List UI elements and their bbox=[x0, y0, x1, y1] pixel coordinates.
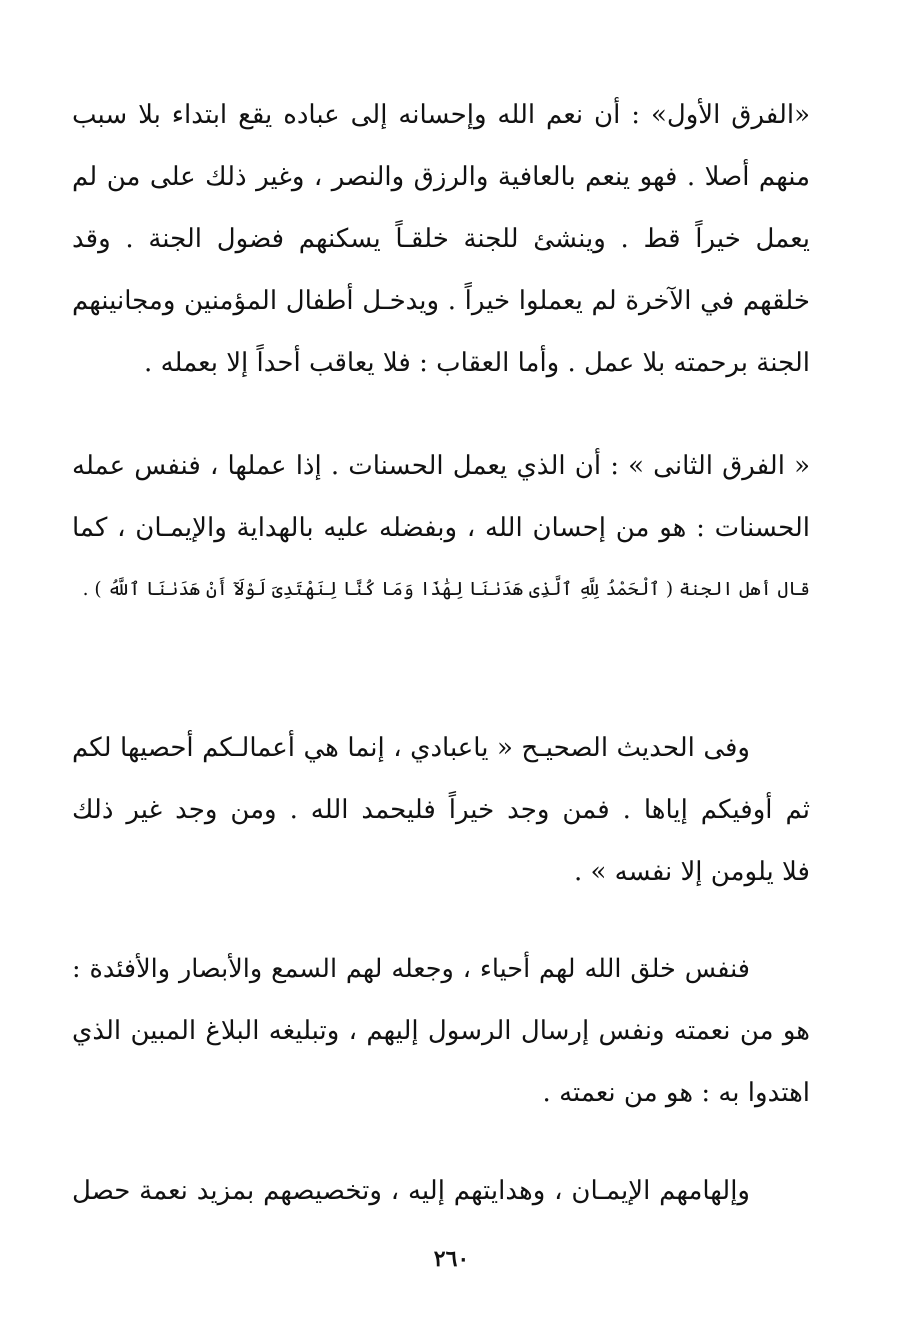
paragraph-first-difference bbox=[72, 84, 810, 394]
text-line: منهم أصلا . فهو ينعم بالعافية والرزق والنصر ، وغير ذلك على من لم bbox=[72, 162, 810, 192]
text-line: يعمل خيراً قط . وينشئ للجنة خلقـاً يسكنهم فضول الجنة . وقد bbox=[72, 224, 810, 254]
text-line: اهتدوا به : هو من نعمته . bbox=[542, 1078, 810, 1108]
page-number: ٢٦٠ bbox=[433, 1246, 470, 1272]
text-line: الجنة برحمته بلا عمل . وأما العقاب : فلا يعاقب أحداً إلا بعمله . bbox=[144, 348, 810, 378]
text-line: فلا يلومن إلا نفسه » . bbox=[573, 857, 810, 887]
paragraph-hadith bbox=[72, 717, 810, 903]
text-line-with-quran-verse: قال أهل الجنة ( ٱلْحَمْدُ لِلَّهِ ٱلَّذِى هَدَىٰنَا لِهَٰذَا وَمَا كُنَّا لِنَهْتَدِىَ لَوْلَآ أَنْ هَدَىٰنَا ٱللَّهُ ) . bbox=[82, 579, 810, 600]
paragraph-inspiration bbox=[72, 1160, 810, 1222]
text-line: « الفرق الثانى » : أن الذي يعمل الحسنات . إذا عملها ، فنفس عمله bbox=[72, 451, 810, 481]
text-line: هو من نعمته ونفس إرسال الرسول إليهم ، وتبليغه البلاغ المبين الذي bbox=[72, 1016, 810, 1046]
text-line: وفى الحديث الصحيـح « ياعبادي ، إنما هي أعمالـكم أحصيها لكم bbox=[72, 733, 750, 763]
text-line: فنفس خلق الله لهم أحياء ، وجعله لهم السمع والأبصار والأفئدة : bbox=[72, 954, 750, 984]
paragraph-second-difference bbox=[72, 435, 810, 621]
text-line: خلقهم في الآخرة لم يعملوا خيراً . ويدخـل أطفال المؤمنين ومجانينهم bbox=[72, 286, 810, 316]
text-line: ثم أوفيكم إياها . فمن وجد خيراً فليحمد الله . ومن وجد غير ذلك bbox=[72, 795, 810, 825]
text-line: وإلهامهم الإيمـان ، وهدايتهم إليه ، وتخصيصهم بمزيد نعمة حصل bbox=[72, 1176, 750, 1206]
text-line: «الفرق الأول» : أن نعم الله وإحسانه إلى عباده يقع ابتداء بلا سبب bbox=[72, 100, 810, 130]
paragraph-creation bbox=[72, 938, 810, 1124]
text-line: الحسنات : هو من إحسان الله ، وبفضله عليه بالهداية والإيمـان ، كما bbox=[72, 513, 810, 543]
